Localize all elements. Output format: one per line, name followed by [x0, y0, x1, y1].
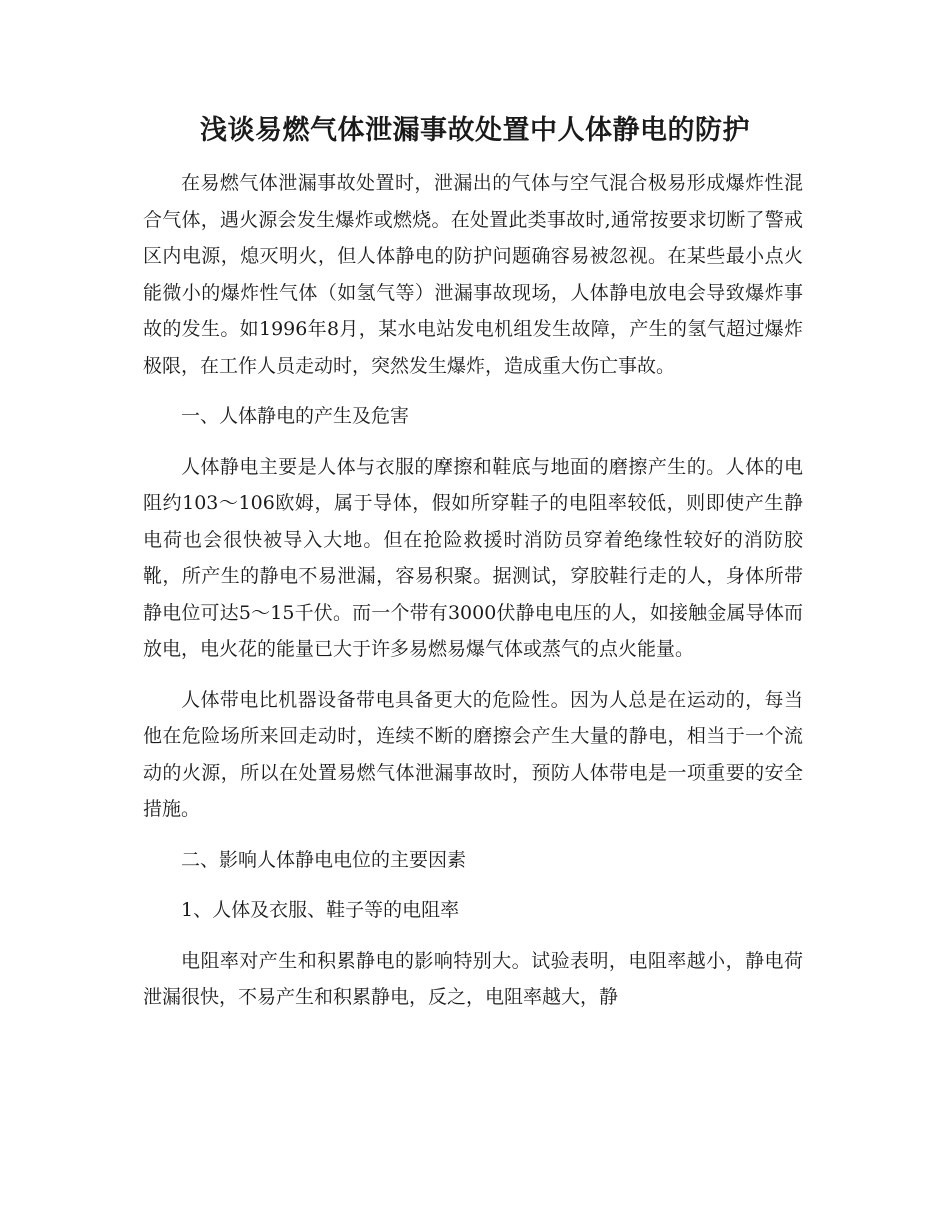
- paragraph-human-risk: 人体带电比机器设备带电具备更大的危险性。因为人总是在运动的，每当他在危险场所来回走动时，连续不断的磨擦会产生大量的静电，相当于一个流动的火源，所以在处置易燃气体泄漏事故时，预防人体带电是一项重要的安全措施。: [143, 688, 803, 820]
- subsection-heading-1: 1、人体及衣服、鞋子等的电阻率: [181, 899, 460, 921]
- document-title: 浅谈易燃气体泄漏事故处置中人体静电的防护: [200, 115, 750, 146]
- paragraph-static-generation: 人体静电主要是人体与衣服的摩擦和鞋底与地面的磨擦产生的。人体的电阻约103～106欧姆，属于导体，假如所穿鞋子的电阻率较低，则即使产生静电荷也会很快被导入大地。但在抢险救援时消防员穿着绝缘性较好的消防胶靴，所产生的静电不易泄漏，容易积聚。据测试，穿胶鞋行走的人，身体所带静电位可达5～15千伏。而一个带有3000伏静电电压的人，如接触金属导体而放电，电火花的能量已大于许多易燃易爆气体或蒸气的点火能量。: [143, 455, 803, 660]
- document-body: [143, 165, 803, 1030]
- section-heading-2: 二、影响人体静电电位的主要因素: [181, 848, 467, 871]
- paragraph-resistivity: 电阻率对产生和积累静电的影响特别大。试验表明，电阻率越小，静电荷泄漏很快，不易产生和积累静电，反之，电阻率越大，静: [143, 949, 803, 1008]
- paragraph-intro: 在易燃气体泄漏事故处置时，泄漏出的气体与空气混合极易形成爆炸性混合气体，遇火源会发生爆炸或燃烧。在处置此类事故时,通常按要求切断了警戒区内电源，熄灭明火，但人体静电的防护问题确容易被忽视。在某些最小点火能微小的爆炸性气体（如氢气等）泄漏事故现场，人体静电放电会导致爆炸事故的发生。如1996年8月，某水电站发电机组发生故障，产生的氢气超过爆炸极限，在工作人员走动时，突然发生爆炸，造成重大伤亡事故。: [143, 172, 803, 377]
- section-heading-1: 一、人体静电的产生及危害: [181, 405, 410, 427]
